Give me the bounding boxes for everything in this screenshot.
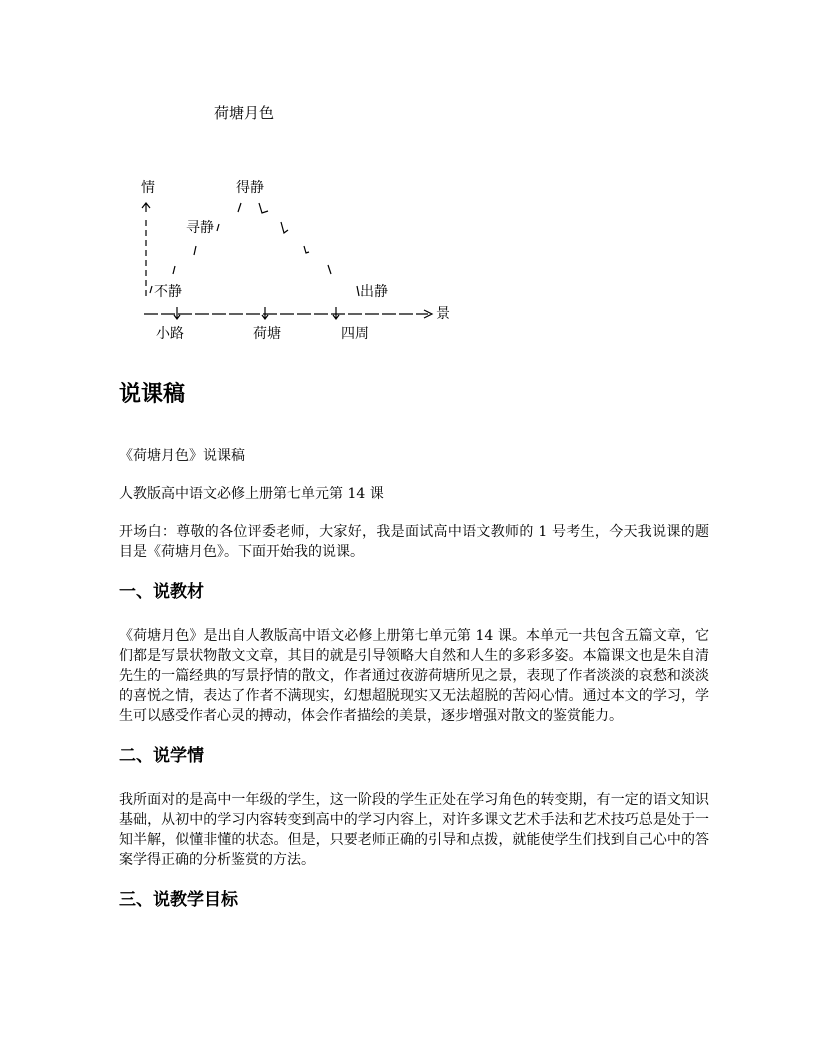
doc-source: 人教版高中语文必修上册第七单元第 14 课 xyxy=(119,486,384,502)
tick-down-arrow xyxy=(333,307,339,319)
emotion-node-leave-calm: 出静 xyxy=(360,284,388,300)
section-text-materials: 《荷塘月色》是出自人教版高中语文必修上册第七单元第 14 课。本单元一共包含五篇文章，它们都是写景状物散文文章，其目的就是引导领略大自然和人生的多彩多姿。本篇课文也是朱自清先生的一篇经典的写景抒情的散文，作者通过夜游荷塘所见之景，表现了作者淡淡的哀愁和淡淡的喜悦之情，表达了作者不满现实，幻想超脱现实又无法超脱的苦闷心情。通过本文的学习，学生可以感受作者心灵的搏动，体会作者描绘的美景，逐步增强对散文的鉴赏能力。 xyxy=(119,628,709,724)
page-title: 说课稿 xyxy=(119,382,186,407)
scenery-axis-label: 景 xyxy=(436,306,450,322)
emotion-axis-label: 情 xyxy=(141,180,155,196)
doc-subtitle: 《荷塘月色》说课稿 xyxy=(119,448,245,464)
diagram-title: 荷塘月色 xyxy=(214,104,275,122)
diagram-svg xyxy=(0,0,816,360)
emotion-axis-arrow xyxy=(142,203,150,212)
opening-paragraph: 开场白：尊敬的各位评委老师，大家好，我是面试高中语文教师的 1 号考生，今天我说课的题目是《荷塘月色》。下面开始我的说课。 xyxy=(119,524,709,560)
rising-curve xyxy=(150,203,241,293)
section-heading-students: 二、说学情 xyxy=(119,746,204,766)
section-text-students: 我所面对的是高中一年级的学生，这一阶段的学生正处在学习角色的转变期，有一定的语文知识基础，从初中的学习内容转变到高中的学习内容上，对许多课文艺术手法和艺术技巧总是处于一知半解，似懂非懂的状态。但是，只要老师正确的引导和点拨，就能使学生们找到自己心中的答案学得正确的分析鉴赏的方法。 xyxy=(119,792,709,868)
tick-down-arrow xyxy=(174,307,180,319)
scene-label-surroundings: 四周 xyxy=(341,326,369,342)
scene-label-path: 小路 xyxy=(156,326,184,342)
falling-curve xyxy=(259,203,359,296)
emotion-scene-diagram xyxy=(0,0,816,360)
tick-down-arrow xyxy=(262,307,268,319)
emotion-node-unrest: 不静 xyxy=(154,284,182,300)
section-heading-materials: 一、说教材 xyxy=(119,582,204,602)
scene-label-pond: 荷塘 xyxy=(253,326,281,342)
section-heading-objectives: 三、说教学目标 xyxy=(119,890,238,910)
emotion-node-seek-calm: 寻静 xyxy=(186,220,214,236)
emotion-node-find-calm: 得静 xyxy=(236,180,264,196)
document-body xyxy=(119,376,709,934)
